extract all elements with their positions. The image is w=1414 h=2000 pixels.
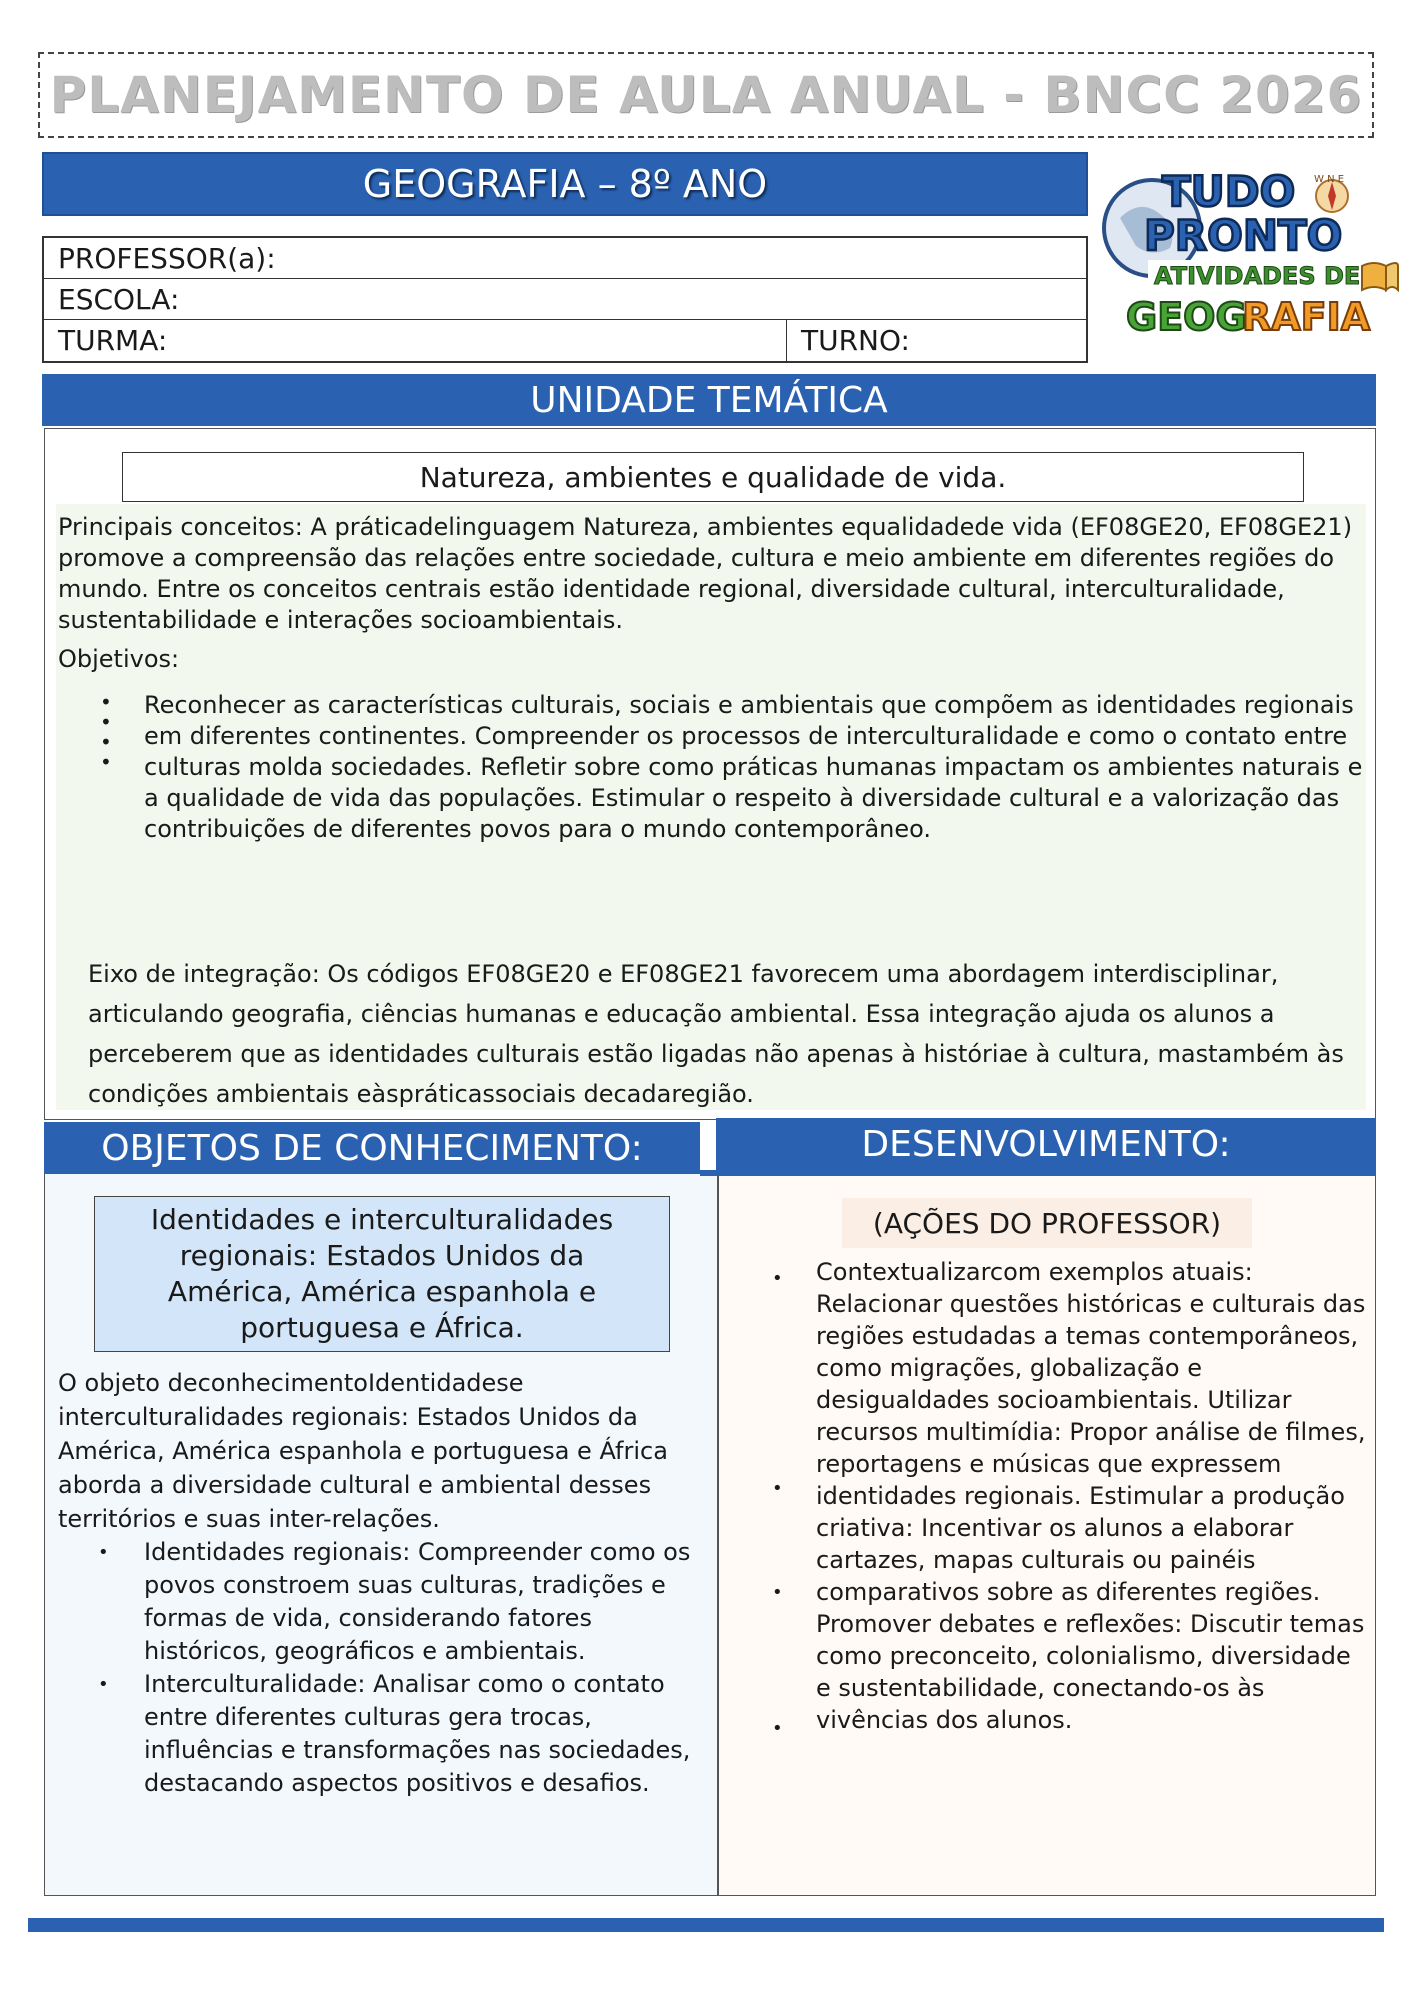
logo-line-2: PRONTO: [1144, 211, 1343, 260]
escola-row[interactable]: [44, 279, 1086, 320]
eixo-integracao: Eixo de integração: Os códigos EF08GE20 e EF08GE21 favorecem uma abordagem interdisciplinar, articulando geografia, ciências humanas e educação ambiental. Essa integração ajuda os alunos a perceberem que as identidades culturais estão ligadas não apenas à históriae à cultura, mastambém às condições ambientais eàspráticassociais decadaregião.: [88, 960, 1344, 1108]
bullet-icon: •: [100, 750, 112, 774]
turno-cell[interactable]: [787, 320, 910, 361]
unidade-tematica-header: [42, 374, 1376, 426]
principais-conceitos: Principais conceitos: A práticadelinguagem Natureza, ambientes equalidadede vida (EF08GE20, EF08GE21) promove a compreensão das relações entre sociedade, cultura e meio ambiente em diferentes regiões do mundo. Entre os conceitos centrais estão identidade regional, diversidade cultural, interculturalidade, sustentabilidade e interações socioambientais.: [58, 513, 1353, 634]
turno-label: TURNO:: [801, 324, 910, 357]
subject-header: [42, 152, 1088, 216]
objeto-items: [58, 1536, 708, 1800]
acoes-professor-label: (AÇÕES DO PROFESSOR): [872, 1206, 1222, 1240]
bullet-icon: •: [98, 1542, 109, 1563]
objeto-description: O objeto deconhecimentoIdentidadese interculturalidades regionais: Estados Unidos da América, América espanhola e portuguesa e África aborda a diversidade cultural e ambiental desses territórios e suas inter-relações.: [58, 1369, 668, 1533]
objetivos-text: Reconhecer as características culturais, sociais e ambientais que compõem as identidades regionais em diferentes continentes. Compreender os processos de interculturalidade e como o contato entre culturas molda sociedades. Refletir sobre como práticas humanas impactam os ambientes naturais e a qualidade de vida das populações. Estimular o respeito à diversidade cultural e a valorização das contribuições de diferentes povos para o mundo contemporâneo.: [144, 691, 1363, 843]
turma-cell[interactable]: [44, 320, 787, 361]
turma-turno-row: [44, 320, 1086, 361]
turma-label: TURMA:: [58, 324, 168, 357]
objetos-header: [44, 1122, 700, 1174]
professor-row[interactable]: [44, 238, 1086, 279]
objeto-title-box: [94, 1196, 670, 1352]
bullet-icon: •: [772, 1268, 783, 1289]
footer-bar: [28, 1918, 1384, 1932]
objetivos-label: Objetivos:: [58, 645, 180, 673]
bullet-icon: •: [100, 730, 112, 754]
list-item-text: Interculturalidade: Analisar como o contato entre diferentes culturas gera trocas, influências e transformações nas sociedades, destacando aspectos positivos e desafios.: [144, 1670, 691, 1797]
tudo-pronto-logo: [1100, 148, 1400, 344]
compass-letters: W N E: [1314, 174, 1345, 185]
desenvolvimento-header: [716, 1118, 1376, 1170]
book-icon: [1362, 263, 1398, 290]
bullet-icon: •: [772, 1478, 783, 1499]
tema-box: [122, 452, 1304, 502]
bullet-icon: •: [100, 690, 112, 714]
acoes-professor-text: Contextualizarcom exemplos atuais: Relacionar questões históricas e culturais das regiões estudadas a temas contemporâneos, como migrações, globalização e desigualdades socioambientais. Utilizar recursos multimídia: Propor análise de filmes, reportagens e músicas que expressem identidades regionais. Estimular a produção criativa: Incentivar os alunos a elaborar cartazes, mapas culturais ou painéis comparativos sobre as diferentes regiões. Promover debates e reflexões: Discutir temas como preconceito, colonialismo, diversidade e sustentabilidade, conectando-os às vivências dos alunos.: [816, 1258, 1366, 1734]
bullet-icon: •: [772, 1582, 783, 1603]
desenvolvimento-header-label: DESENVOLVIMENTO:: [861, 1123, 1231, 1165]
list-item: [58, 1536, 708, 1668]
professor-label: PROFESSOR(a):: [58, 241, 276, 275]
logo-line-4b: RAFIA: [1242, 295, 1371, 339]
logo-line-4a: GEOG: [1126, 295, 1247, 339]
logo-line-1: TUDO: [1162, 167, 1296, 216]
document-title: PLANEJAMENTO DE AULA ANUAL - BNCC 2026: [49, 66, 1363, 124]
objetivos-bullets: [100, 692, 120, 772]
desenvolvimento-header-underline: [700, 1170, 1376, 1176]
list-item: [58, 1668, 708, 1800]
tema-text: Natureza, ambientes e qualidade de vida.: [419, 460, 1007, 494]
unidade-tematica-label: UNIDADE TEMÁTICA: [530, 379, 888, 421]
acoes-professor-title: [842, 1198, 1252, 1248]
bullet-icon: •: [772, 1718, 783, 1739]
objetos-header-label: OBJETOS DE CONHECIMENTO:: [101, 1127, 643, 1169]
objeto-title: Identidades e interculturalidades regionais: Estados Unidos da América, América espanhola e portuguesa e África.: [150, 1203, 614, 1344]
logo-line-3: ATIVIDADES DE: [1154, 262, 1361, 290]
escola-label: ESCOLA:: [58, 282, 180, 316]
bullet-icon: •: [100, 710, 112, 734]
document-title-box: [38, 52, 1374, 138]
info-table: [42, 236, 1088, 363]
list-item-text: Identidades regionais: Compreender como os povos constroem suas culturas, tradições e formas de vida, considerando fatores históricos, geográficos e ambientais.: [144, 1538, 691, 1665]
bullet-icon: •: [98, 1674, 109, 1695]
subject-title: GEOGRAFIA – 8º ANO: [362, 162, 768, 206]
